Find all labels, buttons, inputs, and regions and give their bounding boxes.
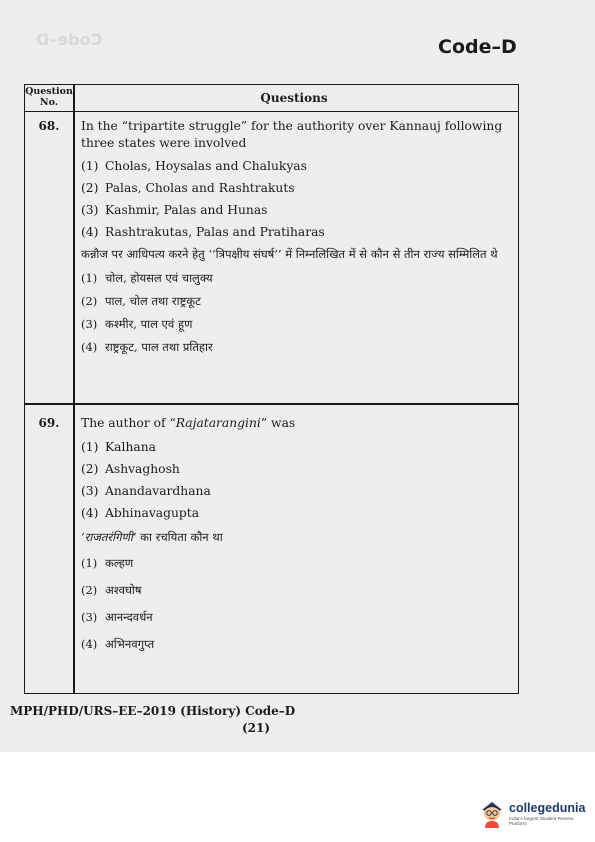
header-question-no: Question No. (25, 86, 73, 108)
collegedunia-logo (478, 797, 588, 833)
footer-paper-code: MPH/PHD/URS–EE–2019 (History) Code–D (10, 704, 296, 718)
option-hindi: (3) कश्मीर, पाल एवं हूण (81, 317, 193, 331)
option: (3) Kashmir, Palas and Hunas (81, 203, 268, 217)
student-mascot-icon (478, 798, 506, 828)
table-header (25, 85, 518, 112)
option: (4) Rashtrakutas, Palas and Pratiharas (81, 225, 325, 239)
option-hindi: (1) चोल, होयसल एवं चालुक्य (81, 271, 213, 285)
option-hindi: (1) कल्हण (81, 556, 134, 570)
question-number: 69. (38, 416, 60, 430)
option: (1) Cholas, Hoysalas and Chalukyas (81, 159, 307, 173)
option-hindi: (2) पाल, चोल तथा राष्ट्रकूट (81, 294, 201, 308)
brand-name: collegedunia (509, 801, 586, 815)
option-hindi: (4) राष्ट्रकूट, पाल तथा प्रतिहार (81, 340, 213, 354)
paper-code: Code–D (438, 36, 517, 58)
header-questions: Questions (260, 91, 328, 105)
option: (3) Anandavardhana (81, 484, 211, 498)
column-divider (73, 85, 75, 693)
show-through-text: Code–D (36, 30, 103, 49)
option: (1) Kalhana (81, 440, 156, 454)
question-69 (81, 415, 515, 652)
question-68 (81, 118, 515, 355)
questions-table (24, 84, 519, 694)
question-stem-hindi: कन्नौज पर आधिपत्य करने हेतु ‘‘त्रिपक्षीय संघर्ष’’ में निम्नलिखित में से कौन से तीन राज्य सम्मिलित थे (81, 247, 498, 261)
option-hindi: (4) अभिनवगुप्त (81, 637, 155, 651)
page-number: (21) (241, 721, 271, 735)
option-hindi: (3) आनन्दवर्धन (81, 610, 153, 624)
question-stem-english: In the “tripartite struggle” for the authority over Kannauj following three states were involved (81, 119, 503, 150)
question-stem-hindi: ‘राजतरंगिणी’ का रचयिता कौन था (81, 530, 223, 544)
question-stem-english: The author of “Rajatarangini” was (81, 416, 296, 430)
brand-tagline: India's largest Student Review Platform (509, 817, 574, 827)
option: (4) Abhinavagupta (81, 506, 200, 520)
option: (2) Palas, Cholas and Rashtrakuts (81, 181, 295, 195)
question-number: 68. (38, 119, 60, 133)
question-divider (25, 403, 518, 405)
option-hindi: (2) अश्वघोष (81, 583, 142, 597)
option: (2) Ashvaghosh (81, 462, 180, 476)
